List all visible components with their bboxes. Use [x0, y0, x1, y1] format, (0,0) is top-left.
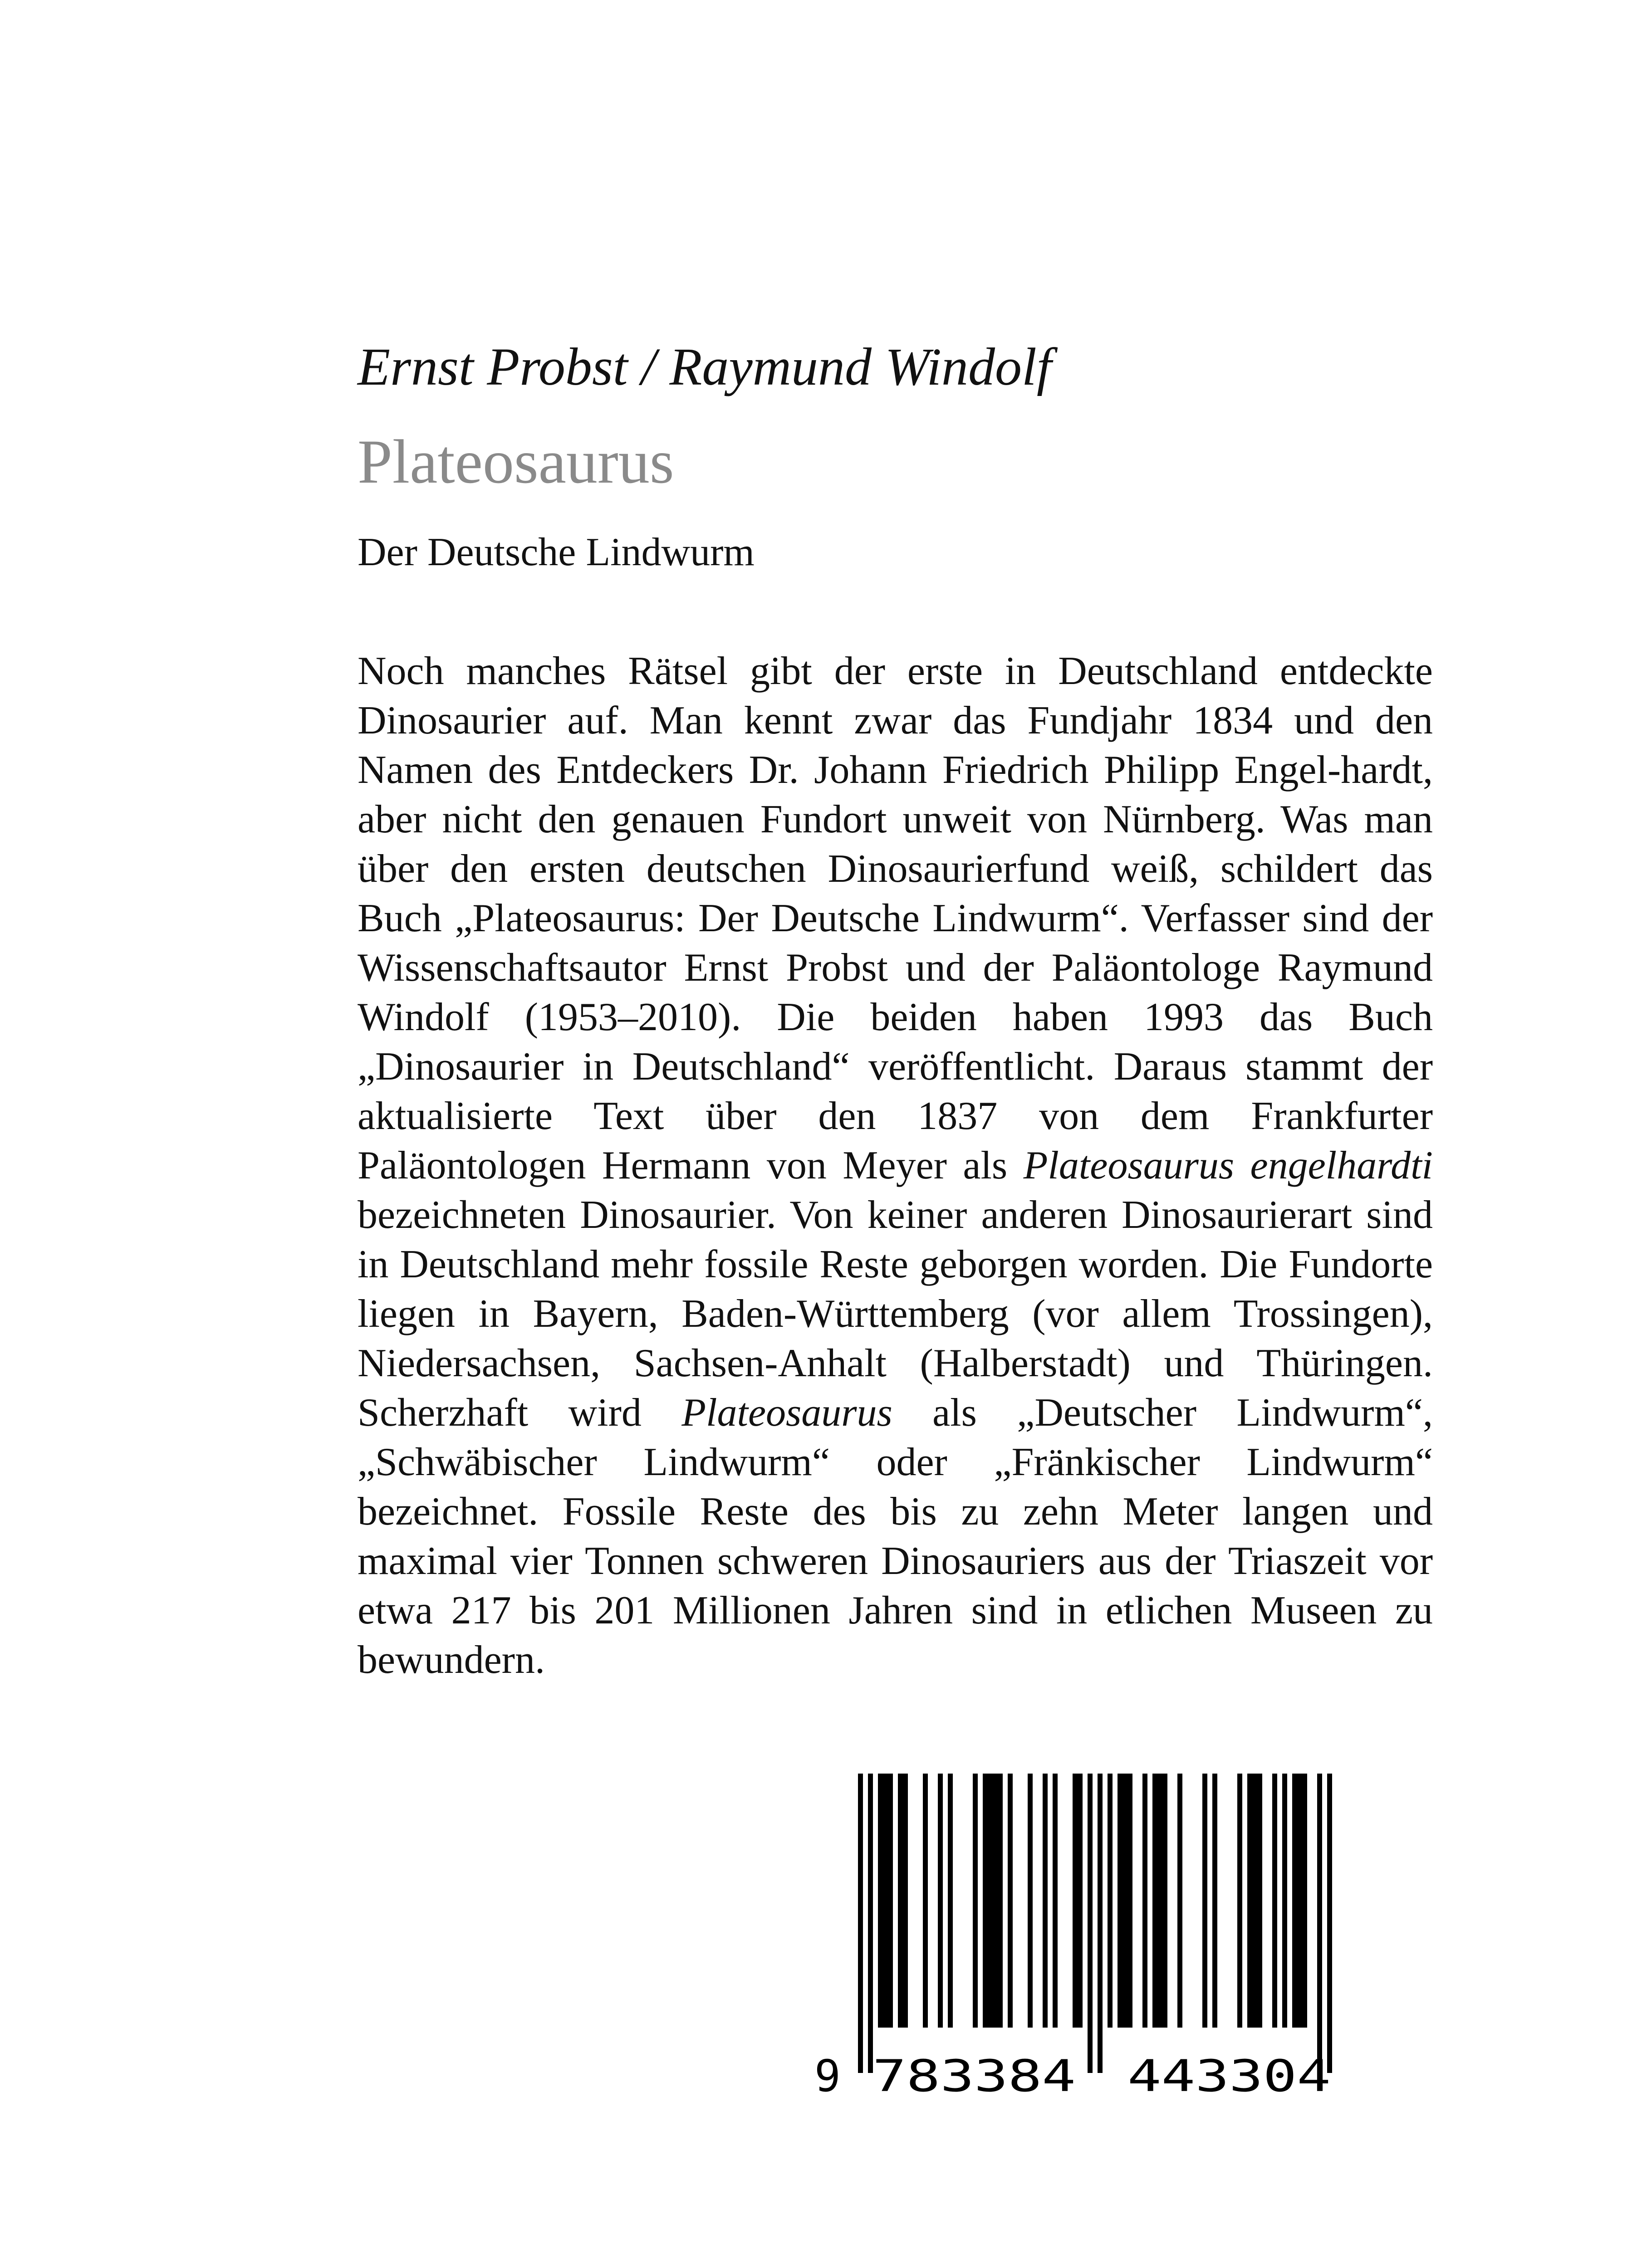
barcode-group-left: 783384 [872, 2051, 1076, 2100]
barcode-bar [1272, 1774, 1277, 2028]
barcode-bar [1212, 1774, 1217, 2028]
barcode-bar [938, 1774, 943, 2028]
isbn-barcode [814, 1774, 1382, 2100]
barcode-bar [898, 1774, 908, 2028]
barcode-bar [948, 1774, 953, 2028]
barcode-digit-first: 9 [814, 2051, 841, 2100]
barcode-guard-bar [868, 1774, 873, 2073]
blurb-text-part2: bezeichneten Dinosaurier. Von keiner anderen Dinosaurierart sind in Deutschland mehr fossile Reste geborgen worden. Die Fundorte liegen in Bayern, Baden-Württemberg (vor allem Trossingen), Niedersachsen, Sachsen-Anhalt (Halberstadt) und Thüringen. Scherzhaft wird [358, 1193, 1433, 1435]
barcode-bar [1177, 1774, 1182, 2028]
barcode-bar [1008, 1774, 1013, 2028]
barcode-bar [973, 1774, 978, 2028]
barcode-bar [1202, 1774, 1207, 2028]
barcode-bar [1237, 1774, 1242, 2028]
book-blurb [358, 646, 1433, 1685]
barcode-bar [1073, 1774, 1083, 2028]
barcode-bar [1152, 1774, 1167, 2028]
book-title: Plateosaurus [358, 427, 674, 496]
barcode-bar [983, 1774, 1003, 2028]
barcode-guard-bar [1317, 1774, 1322, 2073]
barcode-bar [1043, 1774, 1048, 2028]
barcode-bar [1053, 1774, 1058, 2028]
barcode-guard-bar [1327, 1774, 1332, 2073]
barcode-guard-bar [858, 1774, 863, 2073]
barcode-bar [1247, 1774, 1262, 2028]
barcode-guard-bar [1098, 1774, 1103, 2073]
book-authors: Ernst Probst / Raymund Windolf [358, 337, 1052, 396]
barcode-graphic [814, 1774, 1382, 2100]
barcode-bar [1282, 1774, 1287, 2028]
barcode-bar [1142, 1774, 1147, 2028]
barcode-guard-bar [1088, 1774, 1093, 2073]
barcode-bar [1118, 1774, 1132, 2028]
barcode-bars [858, 1774, 1332, 2073]
book-subtitle: Der Deutsche Lindwurm [358, 530, 755, 574]
barcode-group-right: 443304 [1127, 2051, 1331, 2100]
barcode-bar [1292, 1774, 1307, 2028]
blurb-paragraph [358, 646, 1433, 1685]
blurb-text-part1: Noch manches Rätsel gibt der erste in Deutschland entdeckte Dinosaurier auf. Man kennt zwar das Fundjahr 1834 und den Namen des Entdeckers Dr. Johann Friedrich Philipp Engel-hardt, aber nicht den genauen Fundort unweit von Nürnberg. Was man über den ersten deutschen Dinosaurierfund weiß, schildert das Buch „Plateosaurus: Der Deutsche Lindwurm“. Verfasser sind der Wissenschaftsautor Ernst Probst und der Paläontologe Raymund Windolf (1953–2010). Die beiden haben 1993 das Buch „Dinosaurier in Deutschland“ veröffentlicht. Daraus stammt der aktualisierte Text über den 1837 von dem Frankfurter Paläontologen Hermann von Meyer als [358, 649, 1433, 1188]
barcode-bar [878, 1774, 893, 2028]
barcode-bar [1108, 1774, 1113, 2028]
blurb-genus-name: Plateosaurus [681, 1391, 892, 1435]
blurb-species-name: Plateosaurus engelhardti [1023, 1144, 1433, 1188]
barcode-bar [923, 1774, 928, 2028]
barcode-bar [1028, 1774, 1033, 2028]
blurb-text-part3: als „Deutscher Lindwurm“, „Schwäbischer Lindwurm“ oder „Fränkischer Lindwurm“ bezeichnet. Fossile Reste des bis zu zehn Meter langen und maximal vier Tonnen schweren Dinosauriers aus der Triaszeit vor etwa 217 bis 201 Millionen Jahren sind in etlichen Museen zu bewundern. [358, 1391, 1433, 1682]
